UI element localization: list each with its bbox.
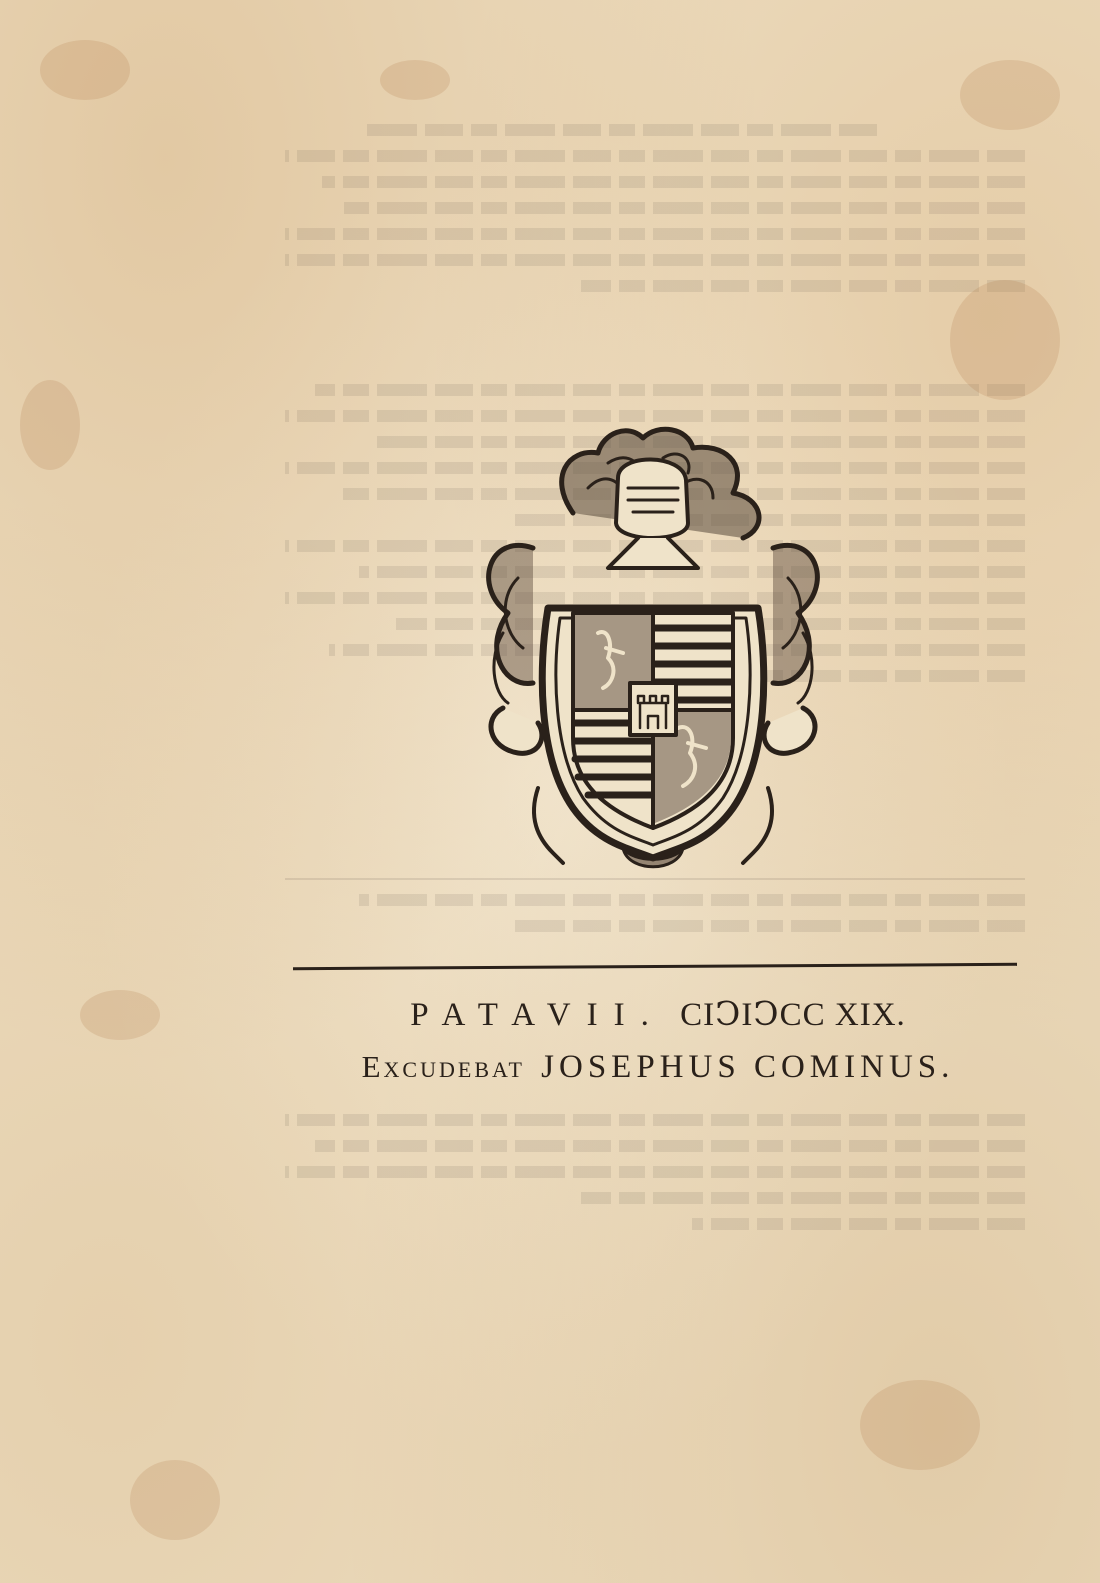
imprint-place: PATAVII. xyxy=(410,997,665,1033)
age-spot xyxy=(380,60,450,100)
imprint-place-year xyxy=(290,994,1026,1034)
age-spot xyxy=(860,1380,980,1470)
imprint-rule xyxy=(293,963,1017,970)
imprint-printer: JOSEPHUS COMINUS. xyxy=(541,1049,955,1085)
coat-of-arms-icon xyxy=(478,418,828,893)
imprint-excudebat: Excudebat xyxy=(361,1049,525,1084)
bleed-through-text-top xyxy=(285,110,1025,320)
age-spot xyxy=(40,40,130,100)
imprint-printer-line xyxy=(288,1049,1028,1086)
age-spot xyxy=(20,380,80,470)
age-spot xyxy=(950,280,1060,400)
age-spot xyxy=(960,60,1060,130)
age-spot xyxy=(80,990,160,1040)
bleed-through-text-bottom xyxy=(285,1100,1025,1290)
age-spot xyxy=(130,1460,220,1540)
imprint-year: CIↃIↃCC XIX. xyxy=(680,997,906,1033)
